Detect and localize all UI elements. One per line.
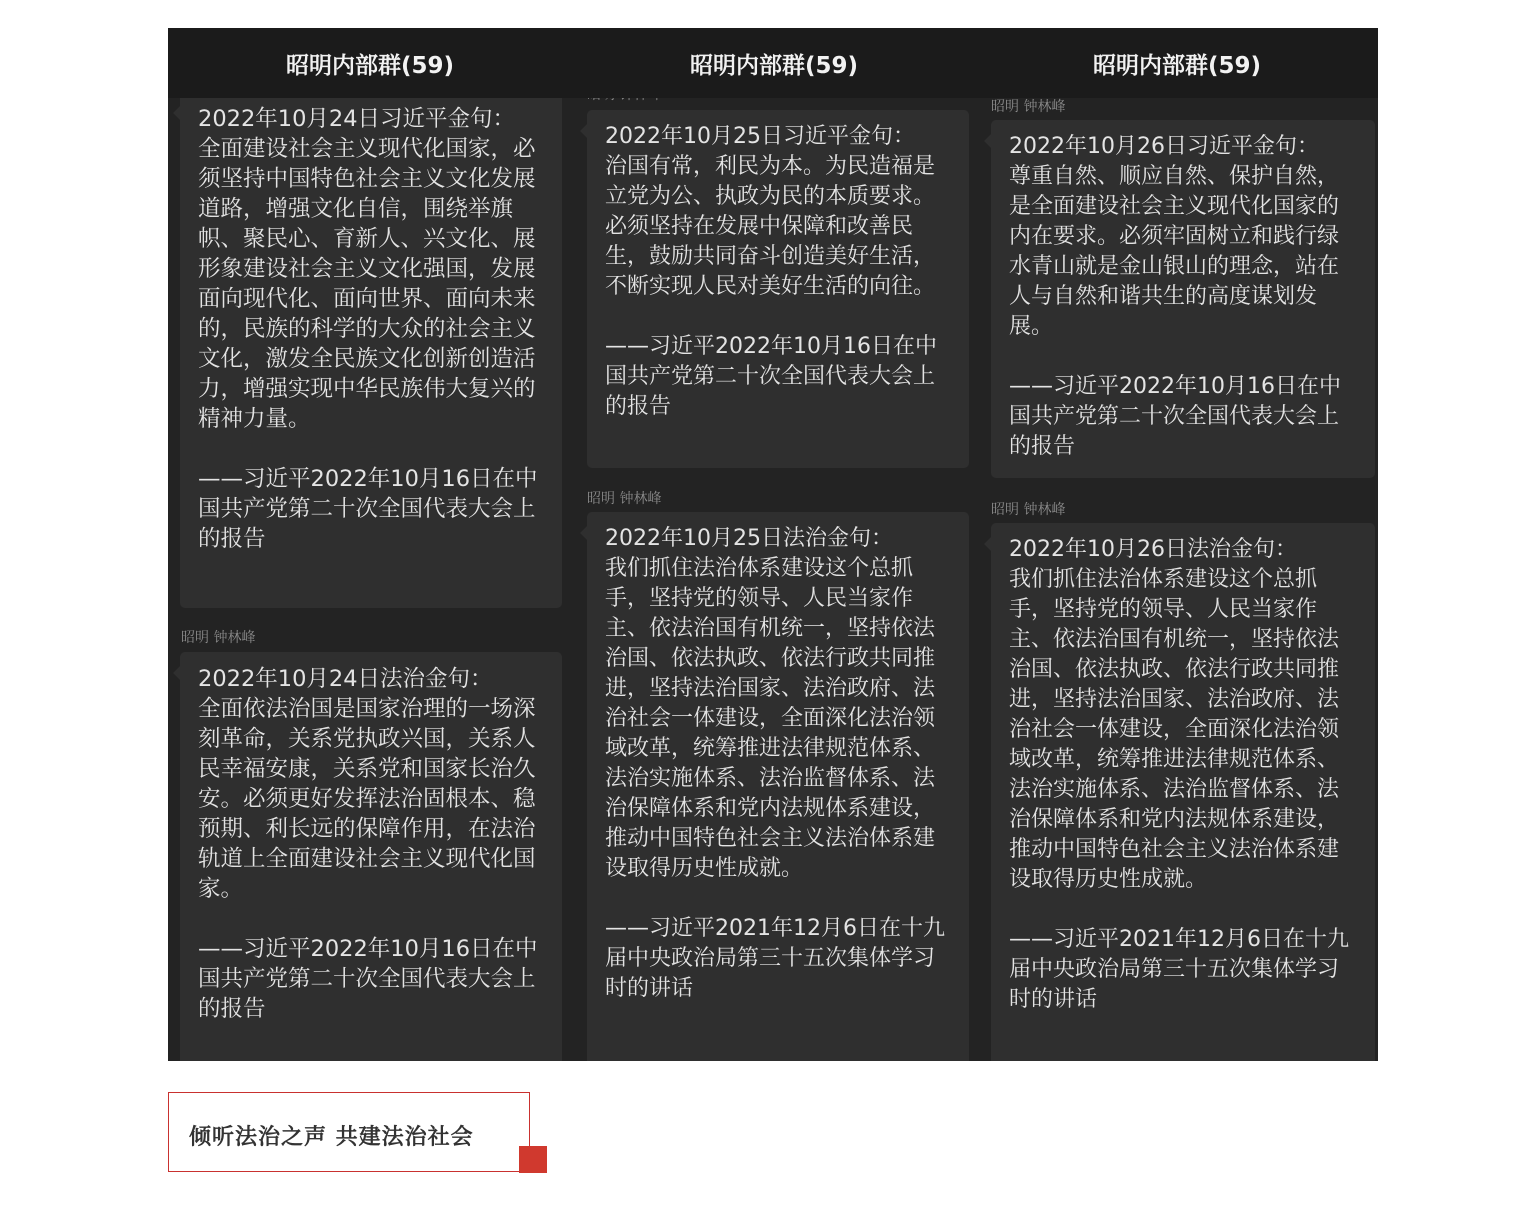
message-bubble[interactable] (991, 523, 1375, 1061)
message-source: ——习近平2021年12月6日在十九届中央政治局第三十五次集体学习时的讲话 (605, 916, 945, 1001)
message-source: ——习近平2022年10月16日在中国共产党第二十次全国代表大会上的报告 (605, 334, 937, 419)
message-body: 全面建设社会主义现代化国家，必须坚持中国特色社会主义文化发展道路，增强文化自信，围绕举旗帜、聚民心、育新人、兴文化、展形象建设社会主义文化强国，发展面向现代化、面向世界、面向未来的，民族的科学的大众的社会主义文化，激发全民族文化创新创造活力，增强实现中华民族伟大复兴的精神力量。 (198, 136, 536, 432)
caption-box (168, 1092, 530, 1172)
message-body: 全面依法治国是国家治理的一场深刻革命，关系党执政兴国，关系人民幸福安康，关系党和国家长治久安。必须更好发挥法治固根本、稳预期、利长远的保障作用，在法治轨道上全面建设社会主义现代化国家。 (198, 696, 536, 902)
chat-column-1 (168, 28, 572, 1061)
message-title: 2022年10月26日法治金句： (1009, 537, 1297, 562)
caption-title: 倾听法治之声 共建法治社会 (189, 1125, 474, 1150)
message-list[interactable] (168, 98, 572, 1061)
message-body: 尊重自然、顺应自然、保护自然，是全面建设社会主义现代化国家的内在要求。必须牢固树立和践行绿水青山就是金山银山的理念，站在人与自然和谐共生的高度谋划发展。 (1009, 164, 1340, 339)
message-body: 我们抓住法治体系建设这个总抓手，坚持党的领导、人民当家作主、依法治国有机统一，坚持依法治国、依法执政、依法行政共同推进，坚持法治国家、法治政府、法治社会一体建设，全面深化法治领域改革，统筹推进法律规范体系、法治实施体系、法治监督体系、法治保障体系和党内法规体系建设，推动中国特色社会主义法治体系建设取得历史性成就。 (605, 556, 936, 881)
message-title: 2022年10月24日习近平金句： (198, 106, 516, 132)
chat-column-3 (976, 28, 1378, 1061)
caption-accent-square (519, 1146, 547, 1173)
message-source: ——习近平2022年10月16日在中国共产党第二十次全国代表大会上的报告 (198, 466, 538, 552)
message-bubble[interactable] (180, 652, 562, 1061)
message-bubble[interactable] (587, 110, 969, 468)
message-body: 我们抓住法治体系建设这个总抓手，坚持党的领导、人民当家作主、依法治国有机统一，坚持依法治国、依法执政、依法行政共同推进，坚持法治国家、法治政府、法治社会一体建设，全面深化法治领域改革，统筹推进法律规范体系、法治实施体系、法治监督体系、法治保障体系和党内法规体系建设，推动中国特色社会主义法治体系建设取得历史性成就。 (1009, 567, 1340, 892)
message-source: ——习近平2021年12月6日在十九届中央政治局第三十五次集体学习时的讲话 (1009, 927, 1349, 1012)
sender-name: 昭明 钟林峰 (991, 99, 1066, 115)
message-source: ——习近平2022年10月16日在中国共产党第二十次全国代表大会上的报告 (1009, 374, 1341, 459)
message-list[interactable] (976, 98, 1378, 1061)
chat-screenshot-collage (168, 28, 1378, 1061)
message-bubble[interactable] (991, 120, 1375, 478)
message-title: 2022年10月25日习近平金句： (605, 124, 915, 149)
chat-column-2 (572, 28, 976, 1061)
sender-name: 昭明 钟林峰 (587, 491, 662, 507)
message-body: 治国有常，利民为本。为民造福是立党为公、执政为民的本质要求。必须坚持在发展中保障和改善民生，鼓励共同奋斗创造美好生活，不断实现人民对美好生活的向往。 (605, 154, 936, 299)
message-source: ——习近平2022年10月16日在中国共产党第二十次全国代表大会上的报告 (198, 936, 538, 1022)
sender-name: 昭明 钟林峰 (991, 502, 1066, 518)
message-title: 2022年10月26日习近平金句： (1009, 134, 1319, 159)
message-bubble[interactable] (180, 92, 562, 608)
sender-name: 昭明 钟林峰 (181, 630, 256, 646)
message-list[interactable] (572, 98, 976, 1061)
message-title: 2022年10月25日法治金句： (605, 526, 893, 551)
group-chat-title: 昭明内部群(59) (168, 28, 572, 98)
group-chat-title: 昭明内部群(59) (976, 28, 1378, 98)
group-chat-title: 昭明内部群(59) (572, 28, 976, 98)
message-title: 2022年10月24日法治金句： (198, 666, 493, 692)
message-bubble[interactable] (587, 512, 969, 1061)
